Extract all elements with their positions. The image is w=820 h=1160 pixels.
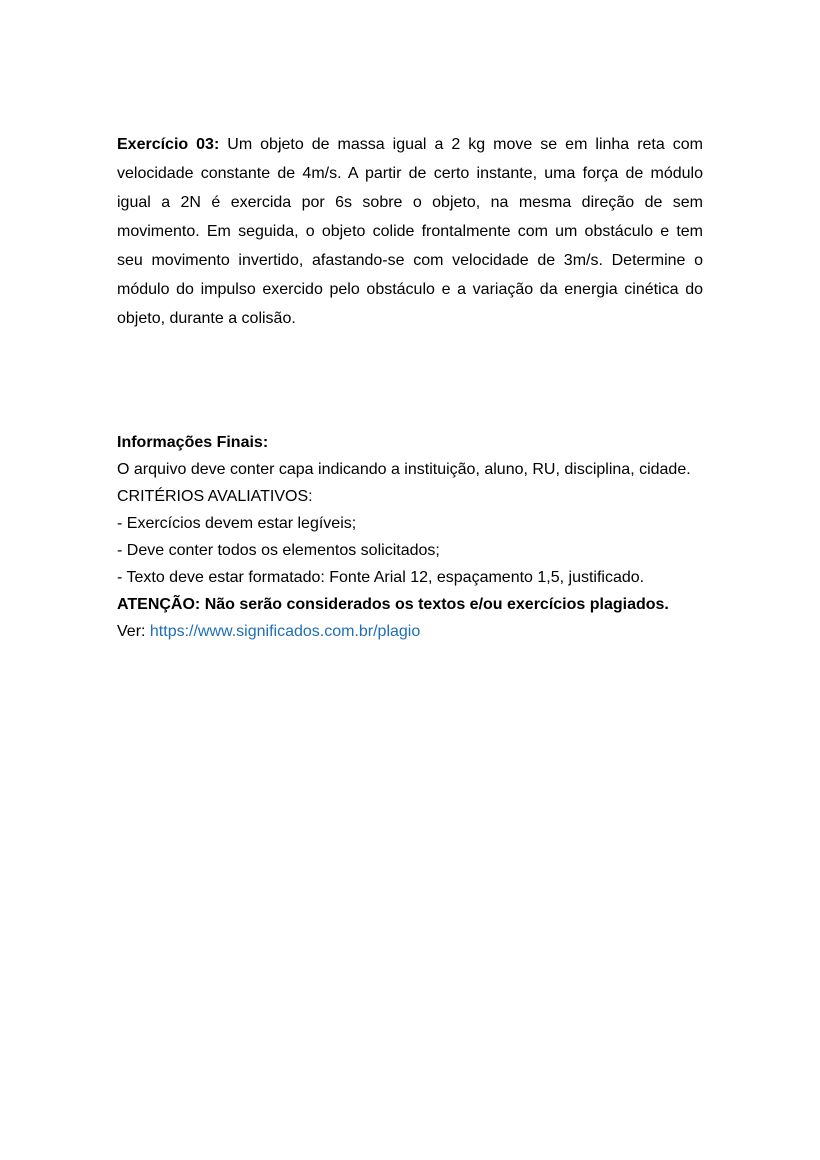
exercise-label: Exercício 03: (117, 136, 220, 153)
see-link-line (117, 618, 703, 645)
plagiarism-link[interactable]: https://www.significados.com.br/plagio (149, 623, 421, 640)
criteria-item-format: - Texto deve estar formatado: Fonte Arial 12, espaçamento 1,5, justificado. (117, 569, 645, 586)
criteria-item-elements: - Deve conter todos os elementos solicitados; (117, 542, 440, 559)
final-info-heading: Informações Finais: (117, 434, 269, 451)
final-info-section (117, 429, 703, 645)
criteria-item-legible: - Exercícios devem estar legíveis; (117, 515, 357, 532)
see-label: Ver: (117, 623, 150, 640)
cover-requirement: O arquivo deve conter capa indicando a instituição, aluno, RU, disciplina, cidade. (117, 461, 691, 478)
document-page (117, 130, 703, 645)
exercise-text: Um objeto de massa igual a 2 kg move se em linha reta com velocidade constante de 4m/s. A partir de certo instante, uma força de módulo igual a 2N é exercida por 6s sobre o objeto, na mesma direção de sem movimento. Em seguida, o objeto colide frontalmente com um obstáculo e tem seu movimento invertido, afastando-se com velocidade de 3m/s. Determine o módulo do impulso exercido pelo obstáculo e a variação da energia cinética do objeto, durante a colisão. (117, 136, 703, 327)
plagiarism-warning: ATENÇÃO: Não serão considerados os textos e/ou exercícios plagiados. (117, 596, 669, 613)
exercise-paragraph (117, 130, 703, 333)
criteria-heading: CRITÉRIOS AVALIATIVOS: (117, 488, 313, 505)
